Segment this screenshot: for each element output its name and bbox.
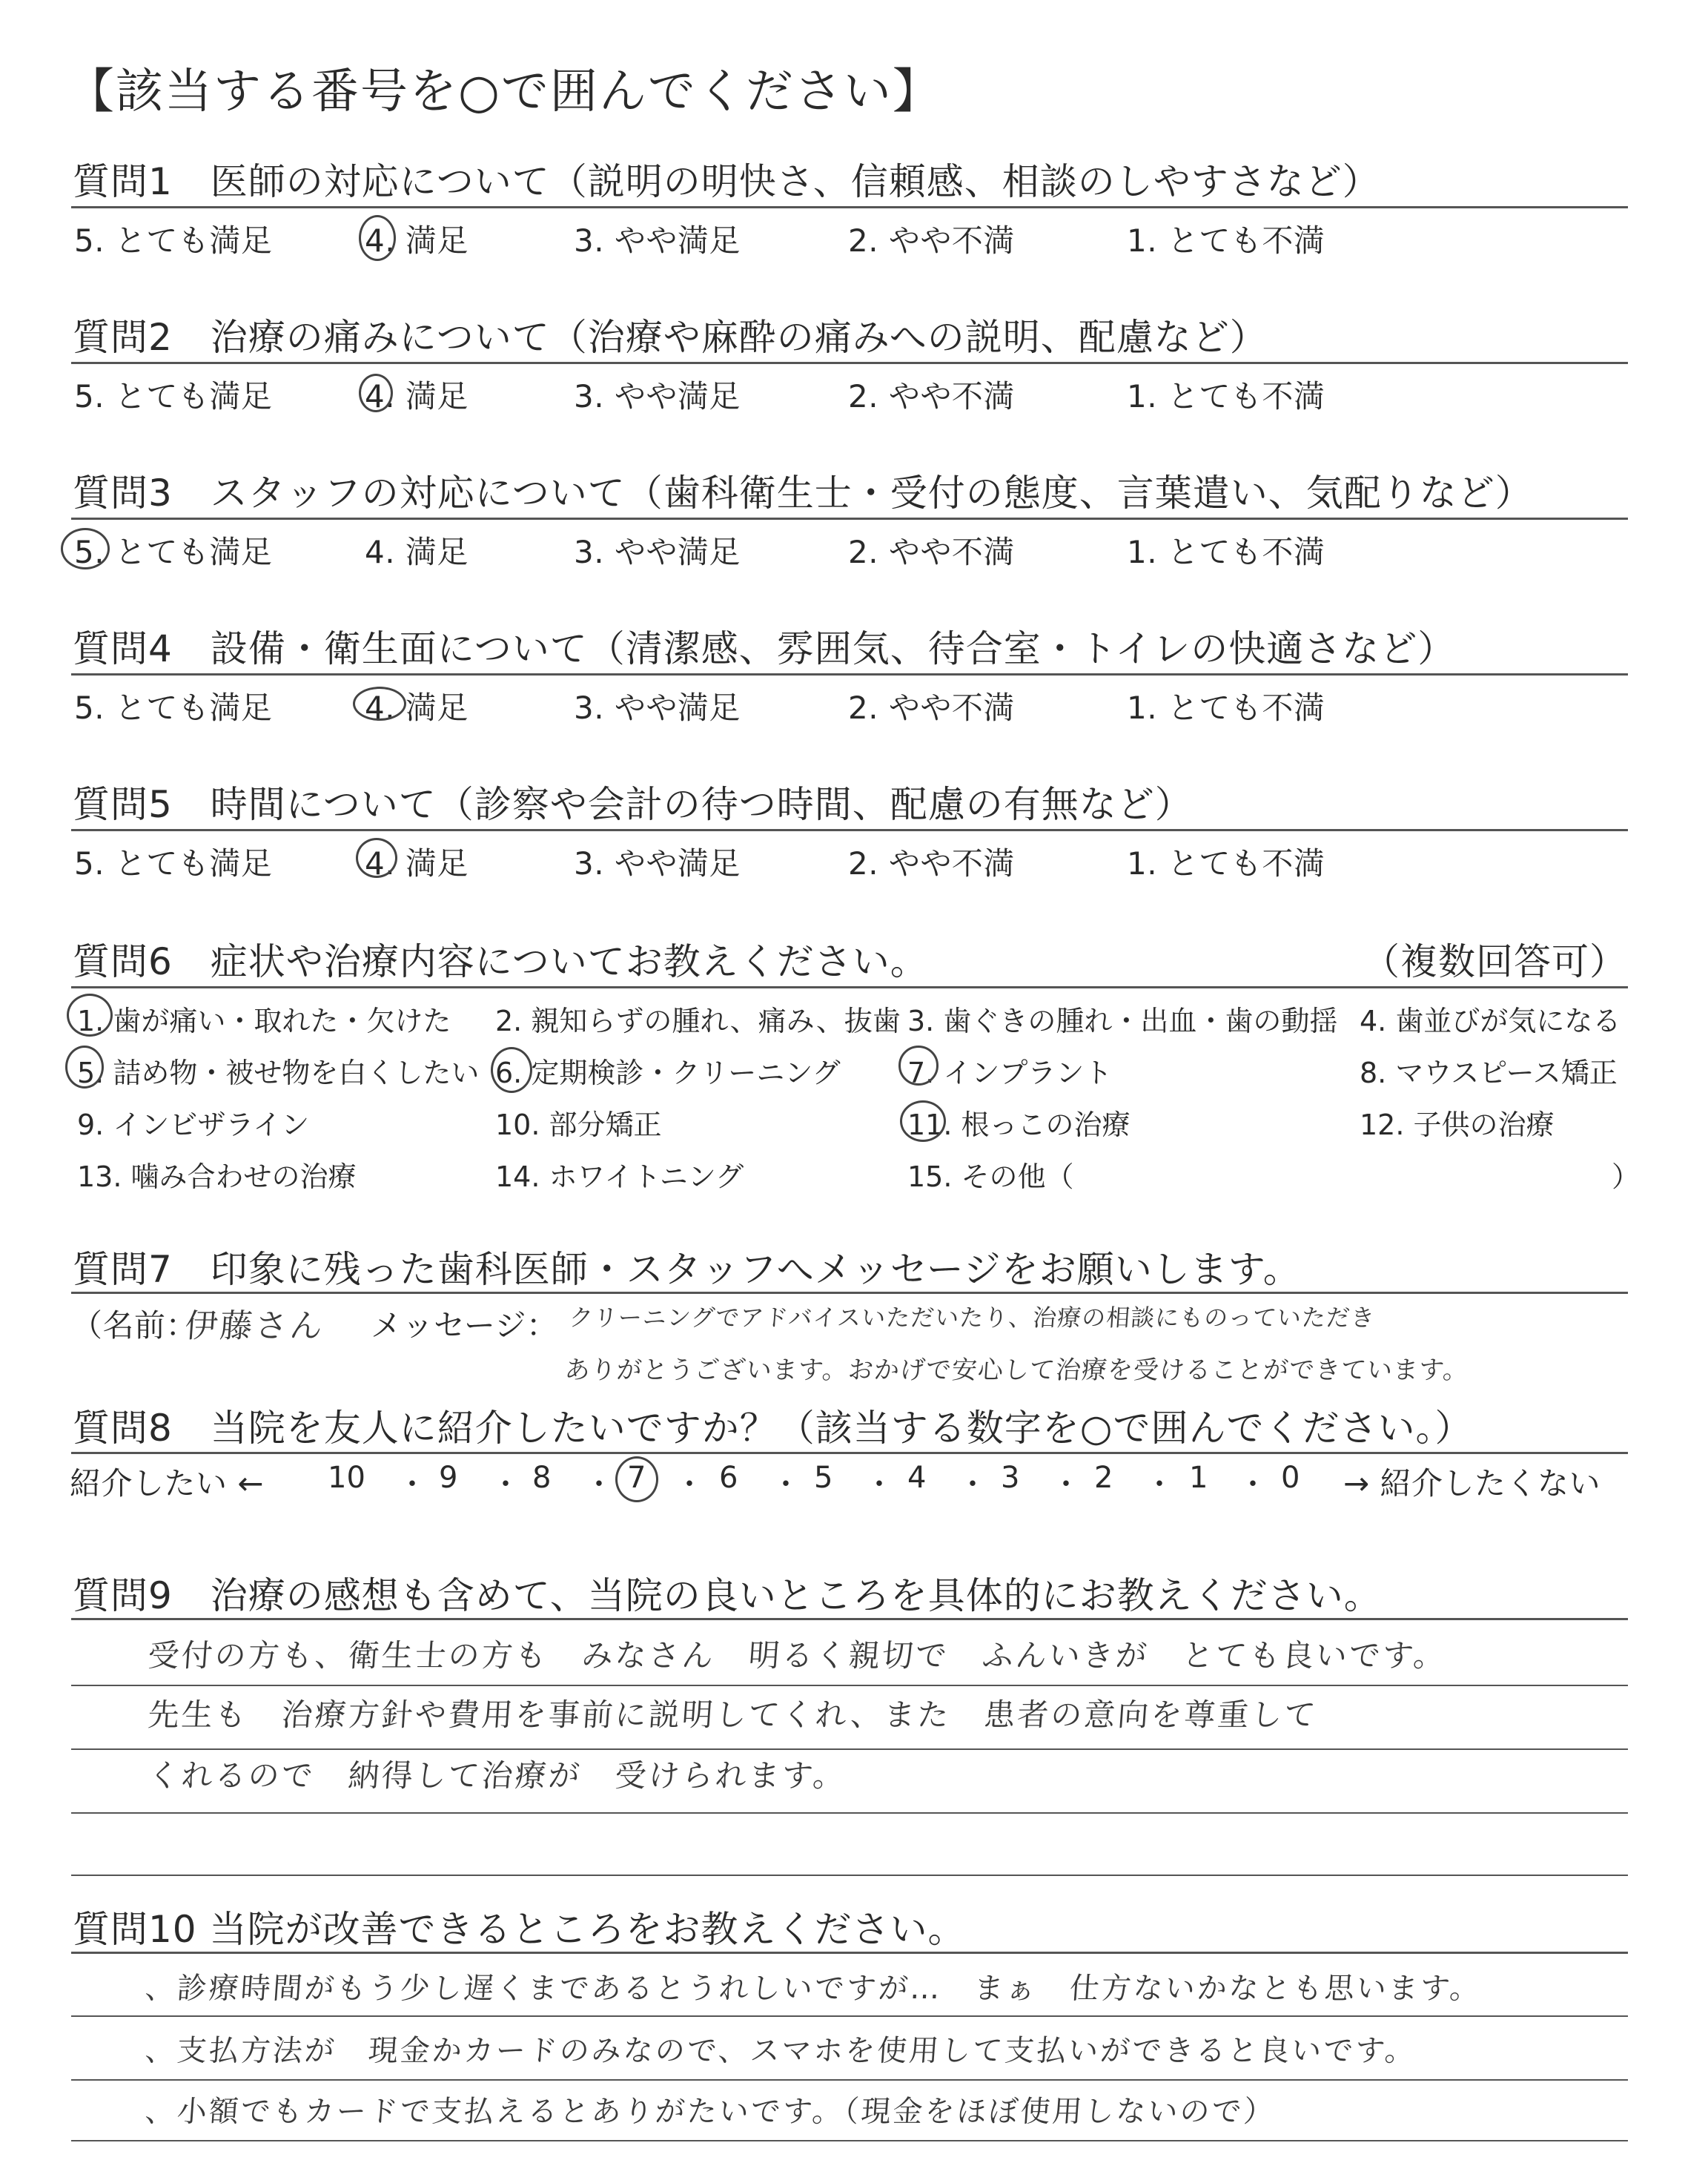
q6-option-9[interactable]: 9. インビザライン	[77, 1109, 310, 1141]
divider	[71, 986, 1628, 988]
q5-option-1[interactable]: 1. とても不満	[1127, 845, 1325, 882]
question-5-title: 質問5 時間について（診察や会計の待つ時間、配慮の有無など）	[73, 783, 1193, 826]
q9-answer-line-2[interactable]: 先生も 治療方針や費用を事前に説明してくれ、また 患者の意向を尊重して	[147, 1697, 1320, 1733]
question-2-title: 質問2 治療の痛みについて（治療や麻酔の痛みへの説明、配慮など）	[73, 316, 1268, 359]
q6-option-1[interactable]: 1. 歯が痛い・取れた・欠けた	[77, 1005, 451, 1037]
q3-option-1[interactable]: 1. とても不満	[1127, 534, 1325, 570]
q6-option-4[interactable]: 4. 歯並びが気になる	[1360, 1005, 1621, 1037]
divider	[71, 362, 1628, 364]
q1-option-5[interactable]: 5. とても満足	[74, 222, 273, 259]
q8-right-label: → 紹介したくない	[1343, 1465, 1601, 1502]
scale-dot: ・	[771, 1467, 801, 1502]
q2-option-4[interactable]: 4. 満足	[365, 378, 469, 415]
scale-dot: ・	[584, 1467, 614, 1502]
q1-option-4[interactable]: 4. 満足	[365, 222, 469, 259]
scale-dot: ・	[1145, 1467, 1174, 1502]
scale-dot: ・	[958, 1467, 987, 1502]
question-8-title: 質問8 当院を友人に紹介したいですか？（該当する数字を○で囲んでください。）	[73, 1407, 1473, 1450]
q8-scale-2[interactable]: 2	[1094, 1461, 1113, 1495]
q6-option-10[interactable]: 10. 部分矯正	[495, 1109, 662, 1141]
q6-option-3[interactable]: 3. 歯ぐきの腫れ・出血・歯の動揺	[907, 1005, 1338, 1037]
q1-option-3[interactable]: 3. やや満足	[574, 222, 741, 259]
q6-option-12[interactable]: 12. 子供の治療	[1360, 1109, 1555, 1141]
scale-dot: ・	[1238, 1467, 1268, 1502]
answer-line	[71, 2140, 1628, 2141]
q10-answer-line-3[interactable]: 、小額でもカードで支払えるとありがたいです。（現金をほぼ使用しないので）	[144, 2095, 1277, 2129]
question-3-title: 質問3 スタッフの対応について（歯科衛生士・受付の態度、言葉遣い、気配りなど）	[73, 472, 1533, 515]
q2-option-5[interactable]: 5. とても満足	[74, 378, 273, 415]
q3-option-2[interactable]: 2. やや不満	[848, 534, 1015, 570]
q6-option-2[interactable]: 2. 親知らずの腫れ、痛み、抜歯	[495, 1005, 901, 1037]
q8-scale-10[interactable]: 10	[328, 1461, 365, 1495]
question-9-title: 質問9 治療の感想も含めて、当院の良いところを具体的にお教えください。	[73, 1574, 1382, 1617]
divider	[71, 1618, 1628, 1620]
q5-option-3[interactable]: 3. やや満足	[574, 845, 741, 882]
q6-option-15[interactable]: 15. その他（	[907, 1160, 1074, 1193]
question-1-title: 質問1 医師の対応について（説明の明快さ、信頼感、相談のしやすさなど）	[73, 160, 1380, 203]
q4-option-3[interactable]: 3. やや満足	[574, 690, 741, 726]
q7-name-label: （名前：	[71, 1307, 198, 1344]
answer-line	[71, 1812, 1628, 1814]
q2-option-3[interactable]: 3. やや満足	[574, 378, 741, 415]
scale-dot: ・	[397, 1467, 427, 1502]
q8-scale-1[interactable]: 1	[1189, 1461, 1208, 1495]
divider	[71, 673, 1628, 676]
scale-dot: ・	[491, 1467, 520, 1502]
q3-option-3[interactable]: 3. やや満足	[574, 534, 741, 570]
question-6-title: 質問6 症状や治療内容についてお教えください。	[73, 940, 928, 983]
q9-answer-line-1[interactable]: 受付の方も、衛生士の方も みなさん 明るく親切で ふんいきが とても良いです。	[147, 1637, 1449, 1674]
q4-option-4[interactable]: 4. 満足	[365, 690, 469, 726]
q8-scale-7[interactable]: 7	[627, 1461, 646, 1495]
q6-option-7[interactable]: 7. インプラント	[907, 1057, 1113, 1089]
q8-scale-9[interactable]: 9	[439, 1461, 458, 1495]
divider	[71, 206, 1628, 208]
q6-option-13[interactable]: 13. 噛み合わせの治療	[77, 1160, 357, 1193]
question-6-note: （複数回答可）	[1363, 940, 1627, 983]
q6-option-11[interactable]: 11. 根っこの治療	[907, 1109, 1131, 1141]
scale-dot: ・	[675, 1467, 704, 1502]
page-title: 【該当する番号を○で囲んでください】	[67, 65, 941, 119]
divider	[71, 1292, 1628, 1294]
answer-line	[71, 1685, 1628, 1686]
answer-line	[71, 1748, 1628, 1750]
divider	[71, 1952, 1628, 1954]
q9-answer-line-3[interactable]: くれるので 納得して治療が 受けられます。	[147, 1757, 848, 1794]
q6-option-14[interactable]: 14. ホワイトニング	[495, 1160, 744, 1193]
q6-option-6[interactable]: 6. 定期検診・クリーニング	[495, 1057, 841, 1089]
q5-option-5[interactable]: 5. とても満足	[74, 845, 273, 882]
q2-option-2[interactable]: 2. やや不満	[848, 378, 1015, 415]
q8-scale-3[interactable]: 3	[1001, 1461, 1020, 1495]
q8-scale-8[interactable]: 8	[532, 1461, 552, 1495]
q6-option-5[interactable]: 5. 詰め物・被せ物を白くしたい	[77, 1057, 480, 1089]
q4-option-1[interactable]: 1. とても不満	[1127, 690, 1325, 726]
q8-left-label: 紹介したい ←	[70, 1465, 265, 1502]
q4-option-5[interactable]: 5. とても満足	[74, 690, 273, 726]
q7-message-label: メッセージ：	[371, 1307, 558, 1344]
divider	[71, 518, 1628, 520]
q7-message-line-1[interactable]: クリーニングでアドバイスいただいたり、治療の相談にものっていただき	[568, 1304, 1377, 1332]
question-7-title: 質問7 印象に残った歯科医師・スタッフへメッセージをお願いします。	[73, 1248, 1301, 1291]
q3-option-5[interactable]: 5. とても満足	[74, 534, 273, 570]
q7-message-line-2[interactable]: ありがとうございます。おかげで安心して治療を受けることができています。	[563, 1355, 1470, 1385]
q5-option-2[interactable]: 2. やや不満	[848, 845, 1015, 882]
q3-option-4[interactable]: 4. 満足	[365, 534, 469, 570]
answer-line	[71, 1875, 1628, 1876]
scale-dot: ・	[864, 1467, 894, 1502]
answer-line	[71, 2079, 1628, 2081]
q6-option-15-close: ）	[1612, 1160, 1641, 1193]
scale-dot: ・	[1051, 1467, 1081, 1502]
divider	[71, 829, 1628, 831]
q6-option-8[interactable]: 8. マウスピース矯正	[1360, 1057, 1618, 1089]
question-10-title: 質問10 当院が改善できるところをお教えください。	[73, 1908, 966, 1951]
question-4-title: 質問4 設備・衛生面について（清潔感、雰囲気、待合室・トイレの快適さなど）	[73, 627, 1456, 670]
q8-scale-5[interactable]: 5	[814, 1461, 833, 1495]
q2-option-1[interactable]: 1. とても不満	[1127, 378, 1325, 415]
q7-name-value[interactable]: 伊藤さん	[183, 1307, 326, 1345]
q10-answer-line-1[interactable]: 、診療時間がもう少し遅くまであるとうれしいですが… まぁ 仕方ないかなとも思います。	[144, 1972, 1483, 2006]
q4-option-2[interactable]: 2. やや不満	[848, 690, 1015, 726]
q8-scale-6[interactable]: 6	[719, 1461, 738, 1495]
q10-answer-line-2[interactable]: 、支払方法が 現金かカードのみなので、スマホを使用して支払いができると良いです。	[144, 2034, 1418, 2068]
q1-option-1[interactable]: 1. とても不満	[1127, 222, 1325, 259]
q8-scale-4[interactable]: 4	[907, 1461, 927, 1495]
q1-option-2[interactable]: 2. やや不満	[848, 222, 1015, 259]
q8-scale-0[interactable]: 0	[1281, 1461, 1300, 1495]
q5-option-4[interactable]: 4. 満足	[365, 845, 469, 882]
answer-line	[71, 2015, 1628, 2017]
divider	[71, 1452, 1628, 1454]
